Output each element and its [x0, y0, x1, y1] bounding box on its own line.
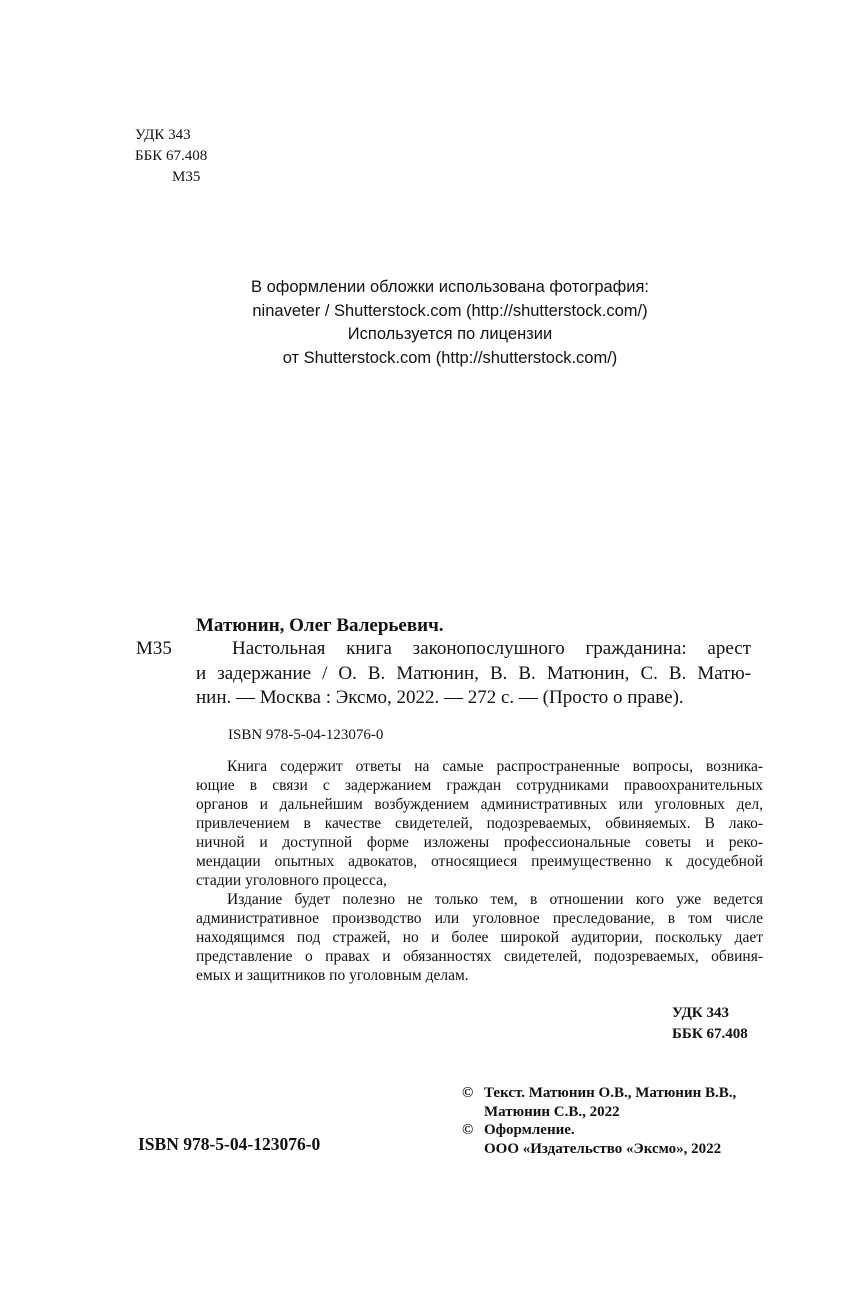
- annotation-line: административное производство или уголовное преследование, в том числе: [196, 910, 763, 927]
- isbn-bottom: ISBN 978-5-04-123076-0: [138, 1134, 321, 1154]
- copyright-design-row: [462, 1121, 736, 1140]
- annotation-line: органов и дальнейшим возбуждением административных или уголовных дел,: [196, 796, 763, 813]
- author-mark-code: М35: [172, 169, 201, 185]
- copyright-text-row: [462, 1084, 736, 1103]
- copyright-design-continuation: ООО «Издательство «Эксмо», 2022: [484, 1140, 722, 1157]
- isbn-line: ISBN 978-5-04-123076-0: [228, 727, 384, 743]
- bbk-code: ББК 67.408: [135, 148, 208, 164]
- bibliographic-description: [196, 637, 751, 711]
- bibliography-line: нин. — Москва : Эксмо, 2022. — 272 с. — (Просто о праве).: [196, 687, 684, 708]
- cover-credit-line: Используется по лицензии: [347, 325, 553, 343]
- bibliography-line: и задержание / О. В. Матюнин, В. В. Матюнин, С. В. Матю-: [196, 662, 751, 684]
- copyright-text: Текст. Матюнин О.В., Матюнин В.В.,: [484, 1085, 737, 1101]
- annotation-line: стадии уголовного процесса,: [196, 872, 387, 889]
- bibliography-line: Настольная книга законопослушного гражданина: арест: [232, 638, 751, 659]
- udk-code: УДК 343: [135, 127, 191, 143]
- annotation-line: представление о правах и обязанностях свидетелей, подозреваемых, обвиня-: [196, 948, 763, 965]
- annotation-line: ющие в связи с задержанием граждан сотрудниками правоохранительных: [196, 777, 763, 794]
- copyright-icon: ©: [462, 1122, 474, 1138]
- author-name: Матюнин, Олег Валерьевич.: [196, 615, 444, 636]
- cover-credit-line: ninaveter / Shutterstock.com (http://shutterstock.com/): [252, 301, 648, 320]
- annotation-line: привлечением в качестве свидетелей, подозреваемых, обвиняемых. В лако-: [196, 815, 763, 832]
- annotation-line: находящимся под стражей, но и более широкой аудитории, поскольку дает: [196, 929, 763, 946]
- annotation-line: ничной и доступной форме изложены профессиональные советы и реко-: [196, 834, 763, 851]
- cover-credit-line: В оформлении обложки использована фотография:: [251, 278, 649, 296]
- copyright-block: [462, 1084, 736, 1158]
- annotation-block: [196, 757, 763, 985]
- udk-code: УДК 343: [672, 1005, 729, 1021]
- annotation-line: мендации опытных адвокатов, относящиеся преимущественно к досудебной: [196, 853, 763, 870]
- author-mark-margin: М35: [136, 638, 172, 659]
- annotation-line: Издание будет полезно не только тем, в отношении кого уже ведется: [227, 891, 763, 908]
- annotation-line: емых и защитников по уголовным делам.: [196, 967, 469, 984]
- cover-credit-line: от Shutterstock.com (http://shutterstock.com/): [282, 348, 618, 367]
- bbk-code: ББК 67.408: [672, 1025, 748, 1042]
- bottom-classification-block: [672, 1003, 748, 1044]
- copyright-text-continuation: Матюнин С.В., 2022: [484, 1103, 620, 1120]
- top-classification-block: [135, 125, 207, 188]
- copyright-icon: ©: [462, 1085, 474, 1101]
- copyright-design: Оформление.: [484, 1122, 575, 1138]
- cover-credit-block: [150, 276, 750, 370]
- annotation-line: Книга содержит ответы на самые распространенные вопросы, возника-: [227, 758, 763, 775]
